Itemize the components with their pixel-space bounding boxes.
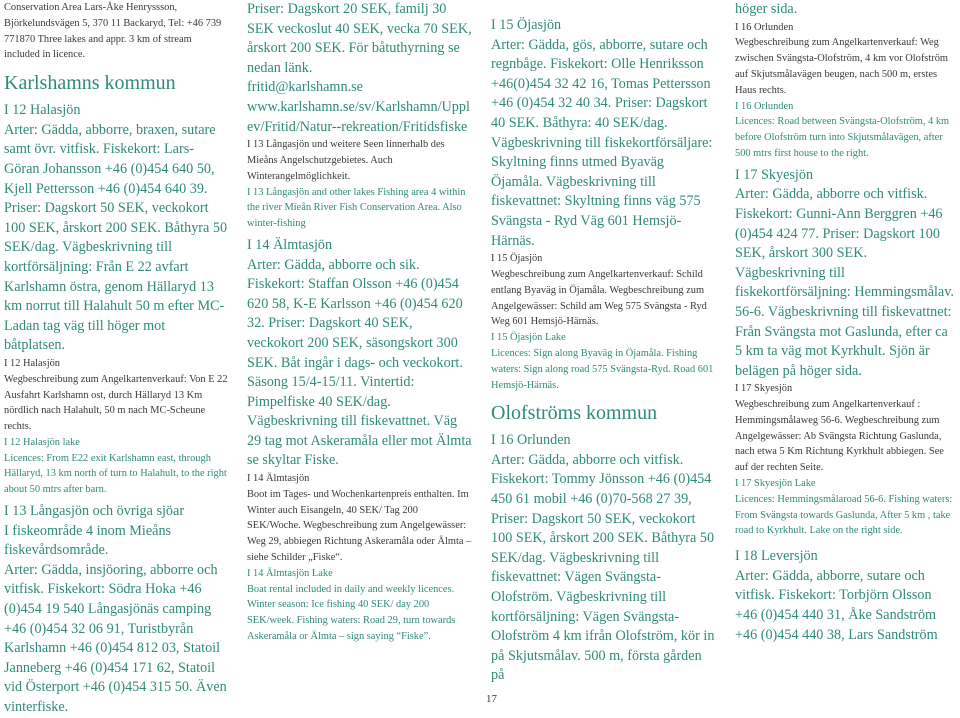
section-title-i15: I 15 Öjasjön	[491, 17, 562, 33]
section-title-i16-de: I 16 Orlunden	[735, 21, 794, 33]
section-text-i17-sv: Arter: Gädda, abborre och vitfisk. Fiskekort: Gunni-Ann Berggren +46 (0)454 424 77. Priser: Dagskort 100 SEK, årskort 300 SEK. Vägbeskrivning till fiskekortförsäljning: Hemmingsmålav. 56-6. Vägbeskrivning till fiskevattnet: Från Svängsta mot Gaslunda, efter ca 5 km ta väg mot Kyrkhult. Sjön är belägen på höger sida.	[735, 186, 954, 379]
page-number: 17	[486, 693, 497, 705]
section-text-i16-en: Licences: Road between Svängsta-Olofström, 4 km before Olofström turn into Skjutsmålavägen, after 500 mtrs first house to the right.	[735, 116, 950, 159]
section-text-i13-sv: Arter: Gädda, insjöoring, abborre och vitfisk. Fiskekort: Södra Hoka +46 (0)454 19 540 Långasjönäs camping +46 (0)454 32 06 91, Turistbyrån Karlshamn +46 (0)454 812 03, Statoil Janneberg +46 (0)454 171 62, Statoil vid Österport +46 (0)454 315 50. Även vinterfiske.	[4, 561, 227, 716]
section-text-i14-de: Boot im Tages- und Wochenkartenpreis enthalten. Im Winter auch Eisangeln, 40 SEK/ Tag 200 SEK/Woche. Wegbeschreibung zum Angelgewässer: Weg 29, abbiegen Richtung Askeramåla oder Älmta – siehe Schilder „Fiske“.	[247, 488, 472, 564]
section-title-i17-en: I 17 Skyesjön Lake	[735, 478, 816, 490]
column-4	[735, 0, 957, 645]
column-2	[247, 0, 472, 645]
section-title-i16: I 16 Orlunden	[491, 432, 571, 449]
section-text-i12-en: Licences: From E22 exit Karlshamn east, through Hällaryd, 13 km north of turn to Halahult, to the right about 50 mtrs after barn.	[4, 452, 227, 496]
section-text-i18-sv: Arter: Gädda, abborre, sutare och vitfisk. Fiskekort: Torbjörn Olsson +46 (0)454 440 31, Åke Sandström +46 (0)454 440 38, Lars Sandström	[735, 567, 938, 643]
section-subtitle-i13: I fiskeområde 4 inom Mieåns fiskevårdsområde.	[4, 522, 172, 559]
section-text-i16-sv: Arter: Gädda, abborre och vitfisk. Fiskekort: Tommy Jönsson +46 (0)454 450 61 mobil +46 (0)70-568 27 39, Priser: Dagskort 50 SEK, veckokort 100 SEK, årskort 200 SEK. Båthyra 50 SEK/dag. Vägbeskrivning till fiskevattnet: Vägen Svängsta-Olofström. Vägbeskrivning till kortförsäljning: Vägen Svängsta-Olofström 4 km ifrån Olofström, kör in på Skjutsmålav. 500 m, första gården på	[491, 451, 715, 684]
section-text-i15-en: Licences: Sign along Byaväg in Öjamåla. Fishing waters: Sign along road 575 Svängsta-Ryd. Road 601 Hemsjö-Härnäs.	[491, 347, 714, 391]
section-title-i17-de: I 17 Skyesjön	[735, 383, 793, 395]
section-title-i16-en: I 16 Orlunden	[735, 100, 794, 112]
section-title-i12-de: I 12 Halasjön	[4, 357, 60, 369]
section-text-i15-de: Wegbeschreibung zum Angelkartenverkauf: Schild entlang Byaväg in Öjamåla. Wegbeschreibung zum Angelgewässer: Schild am Weg 575 Svängsta - Ryd Weg 601 Hemsjö-Härnäs.	[491, 268, 707, 328]
section-text-i14-sv: Arter: Gädda, abborre och sik. Fiskekort: Staffan Olsson +46 (0)454 620 58, K-E Karlsson +46 (0)454 620 32. Priser: Dagskort 40 SEK, veckokort 200 SEK, säsongskort 300 SEK. Båt ingår i dags- och veckokort. Säsong 15/4-15/11. Vintertid: Pimpelfiske 40 SEK/dag. Vägbeskrivning till fiskevattnet. Väg 29 tag mot Askeramåla eller mot Älmta se skyltar Fiske.	[247, 256, 472, 469]
section-text-i14-en: Boat rental included in daily and weekly licences. Winter season: Ice fishing 40 SEK/ day 200 SEK/week. Fishing waters: Road 29, turn towards Askeramåla or Älmta – sign saying “Fiske”.	[247, 583, 456, 643]
municipality-heading-olofstrom: Olofströms kommun	[491, 402, 658, 425]
section-text-i12-de: Wegbeschreibung zum Angelkartenverkauf: Von E 22 Ausfahrt Karlshamn ost, durch Hällaryd 13 Km nördlich nach Halahult, 50 m nach MC-Scheune rechts.	[4, 373, 228, 433]
section-text-i15-sv: Arter: Gädda, gös, abborre, sutare och regnbåge. Fiskekort: Olle Henriksson +46(0)454 32 42 16, Tomas Pettersson +46 (0)454 32 40 34. Priser: Dagskort 40 SEK. Båthyra: 40 SEK/dag. Vägbeskrivning till fiskekortförsäljare: Skyltning finns utmed Byaväg Öjamåla. Vägbeskrivning till fiskevattnet: Skyltning finns väg 575 Svängsta - Ryd Väg 601 Hemsjö-Härnäs.	[491, 36, 713, 249]
section-text-i13-prices: Priser: Dagskort 20 SEK, familj 30 SEK veckoslut 40 SEK, vecka 70 SEK, årskort 200 SEK. För båtuthyrning se nedan länk.	[247, 1, 472, 76]
section-text-i12-sv: Arter: Gädda, abborre, braxen, sutare samt övr. vitfisk. Fiskekort: Lars-Göran Johansson +46 (0)454 640 50, Kjell Pettersson +46 (0)454 640 39. Priser: Dagskort 50 SEK, veckokort 100 SEK, årskort 200 SEK. Båthyra 50 SEK/dag. Vägbeskrivning till kortförsäljning: Från E 22 avfart Karlshamn östra, genom Hällaryd 13 km norrut till Halahult 50 m efter MC-Ladan tag väg till höger mot båtplatsen.	[4, 121, 228, 354]
section-title-i15-en: I 15 Öjasjön Lake	[491, 332, 566, 344]
section-text-i16-end: höger sida.	[735, 1, 798, 17]
section-text-i17-de: Wegbeschreibung zum Angelkartenverkauf : Hemmingsmålaweg 56-6. Wegbeschreibung zum Angelgewässer: Ab Svängsta Richtung Gaslunda, nach etwa 5 Km Richtung Kyrkhult abbiegen. See auf der rechten Seite.	[735, 399, 944, 474]
section-title-i12: I 12 Halasjön	[4, 102, 81, 119]
section-text-i13-de: I 13 Långasjön und weitere Seen linnerhalb des Mieåns Angelschutzgebietes. Auch Winterangelmöglichkeit.	[247, 139, 445, 182]
section-title-i14-en: I 14 Älmtasjön Lake	[247, 567, 333, 579]
column-3	[491, 0, 716, 686]
section-text-i16-de: Wegbeschreibung zum Angelkartenverkauf: Weg zwischen Svängsta-Olofström, 4 km vor Olofström auf Skjutsmålavägen beugen, nach 500 m, erstes Haus rechts.	[735, 37, 948, 96]
column-1	[4, 0, 229, 718]
municipality-heading-karlshamn: Karlshamns kommun	[4, 72, 176, 95]
contact-email: fritid@karlshamn.se	[247, 79, 363, 96]
section-title-i14: I 14 Älmtasjön	[247, 236, 333, 253]
section-title-i12-en: I 12 Halasjön lake	[4, 436, 80, 448]
conservation-intro: Conservation Area Lars-Åke Henryssson, Björkelundsvägen 5, 370 11 Backaryd, Tel: +46 739 771870 Three lakes and appr. 3 km of stream included in licence.	[4, 2, 222, 61]
section-title-i15-de: I 15 Öjasjön	[491, 253, 543, 265]
section-title-i17: I 17 Skyesjön	[735, 166, 814, 183]
contact-web: www.karlshamn.se/sv/Karlshamn/Upplev/Fritid/Natur--rekreation/Fritidsfiske	[247, 98, 470, 135]
section-title-i18: I 18 Leversjön	[735, 548, 818, 565]
section-text-i17-en: Licences: Hemmingsmålaroad 56-6. Fishing waters: From Svängsta towards Gaslunda, After 5 km , take road to Kyrkhult. Lake on the right side.	[735, 493, 953, 537]
section-text-i13-en: I 13 Långasjön and other lakes Fishing area 4 within the river Mieån River Fish Conservation Area. Also winter-fishing	[247, 186, 466, 230]
section-title-i13: I 13 Långasjön och övriga sjöar	[4, 503, 185, 520]
section-title-i14-de: I 14 Älmtasjön	[247, 473, 310, 485]
